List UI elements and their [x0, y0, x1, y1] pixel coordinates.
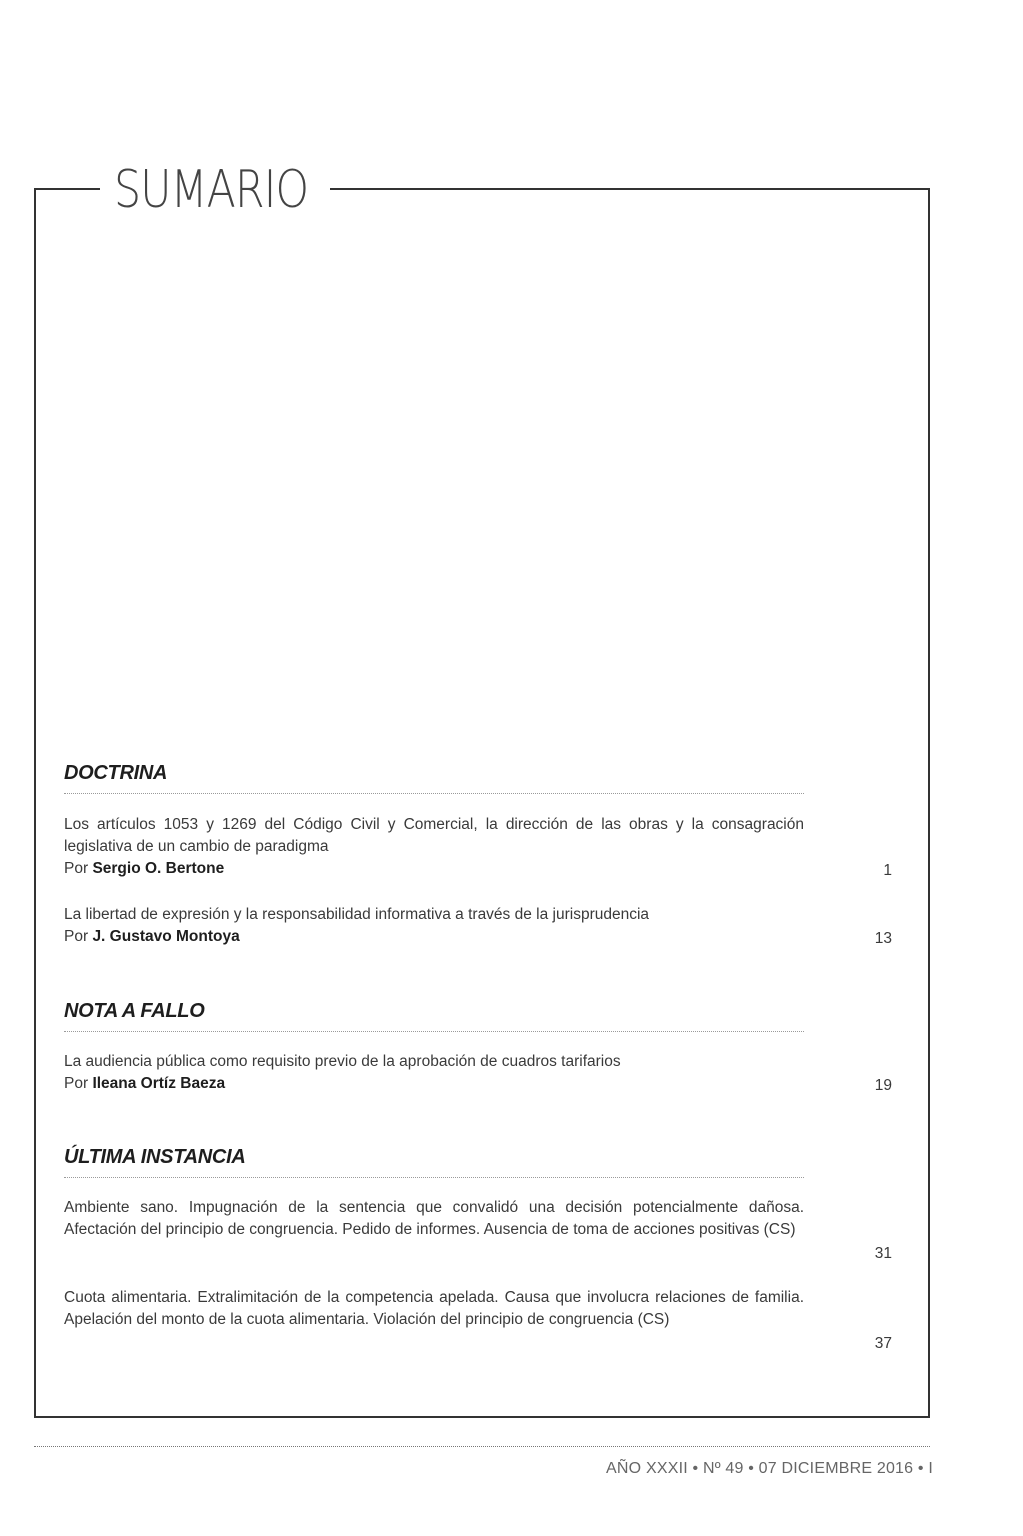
page-number: 13	[874, 930, 892, 947]
entry-title: La audiencia pública como requisito previo de la aprobación de cuadros tarifarios	[64, 1053, 621, 1070]
section-heading-ultima-instancia: ÚLTIMA INSTANCIA	[64, 1146, 804, 1178]
author-prefix: Por	[64, 1075, 89, 1092]
issue-footer: AÑO XXXII • Nº 49 • 07 DICIEMBRE 2016 • I	[606, 1460, 933, 1477]
entry-title: Cuota alimentaria. Extralimitación de la competencia apelada. Causa que involucra relaciones de familia. Apelación del monto de la cuota alimentaria. Violación del principio de congruencia (CS)	[64, 1289, 804, 1328]
section-heading-doctrina: DOCTRINA	[64, 762, 804, 794]
author-prefix: Por	[64, 860, 89, 877]
page-number: 37	[874, 1335, 892, 1352]
section-nota-a-fallo	[64, 1000, 804, 1032]
author-name: Sergio O. Bertone	[92, 860, 225, 877]
toc-entry[interactable]	[64, 814, 892, 882]
entry-author-line	[64, 926, 804, 948]
section-heading-nota-a-fallo: NOTA A FALLO	[64, 1000, 804, 1032]
toc-entry[interactable]	[64, 1051, 892, 1097]
author-name: J. Gustavo Montoya	[92, 928, 240, 945]
author-prefix: Por	[64, 928, 89, 945]
entry-title: La libertad de expresión y la responsabilidad informativa a través de la jurisprudencia	[64, 906, 650, 923]
section-doctrina	[64, 762, 804, 794]
toc-entry[interactable]	[64, 904, 892, 950]
section-ultima-instancia	[64, 1146, 804, 1178]
author-name: Ileana Ortíz Baeza	[92, 1075, 226, 1092]
page-number: 31	[874, 1245, 892, 1262]
entry-title: Los artículos 1053 y 1269 del Código Civil y Comercial, la dirección de las obras y la consagración legislativa de un cambio de paradigma	[64, 816, 804, 855]
page-number: 1	[883, 862, 892, 879]
entry-author-line	[64, 858, 804, 880]
entry-title: Ambiente sano. Impugnación de la sentencia que convalidó una decisión potencialmente dañosa. Afectación del principio de congruencia. Pedido de informes. Ausencia de toma de acciones positivas (CS)	[64, 1199, 804, 1238]
page-title: SUMARIO	[114, 160, 309, 220]
toc-entry[interactable]	[64, 1287, 892, 1355]
footer-divider	[34, 1446, 930, 1447]
toc-entry[interactable]	[64, 1197, 892, 1265]
entry-author-line	[64, 1073, 804, 1095]
page-number: 19	[874, 1077, 892, 1094]
